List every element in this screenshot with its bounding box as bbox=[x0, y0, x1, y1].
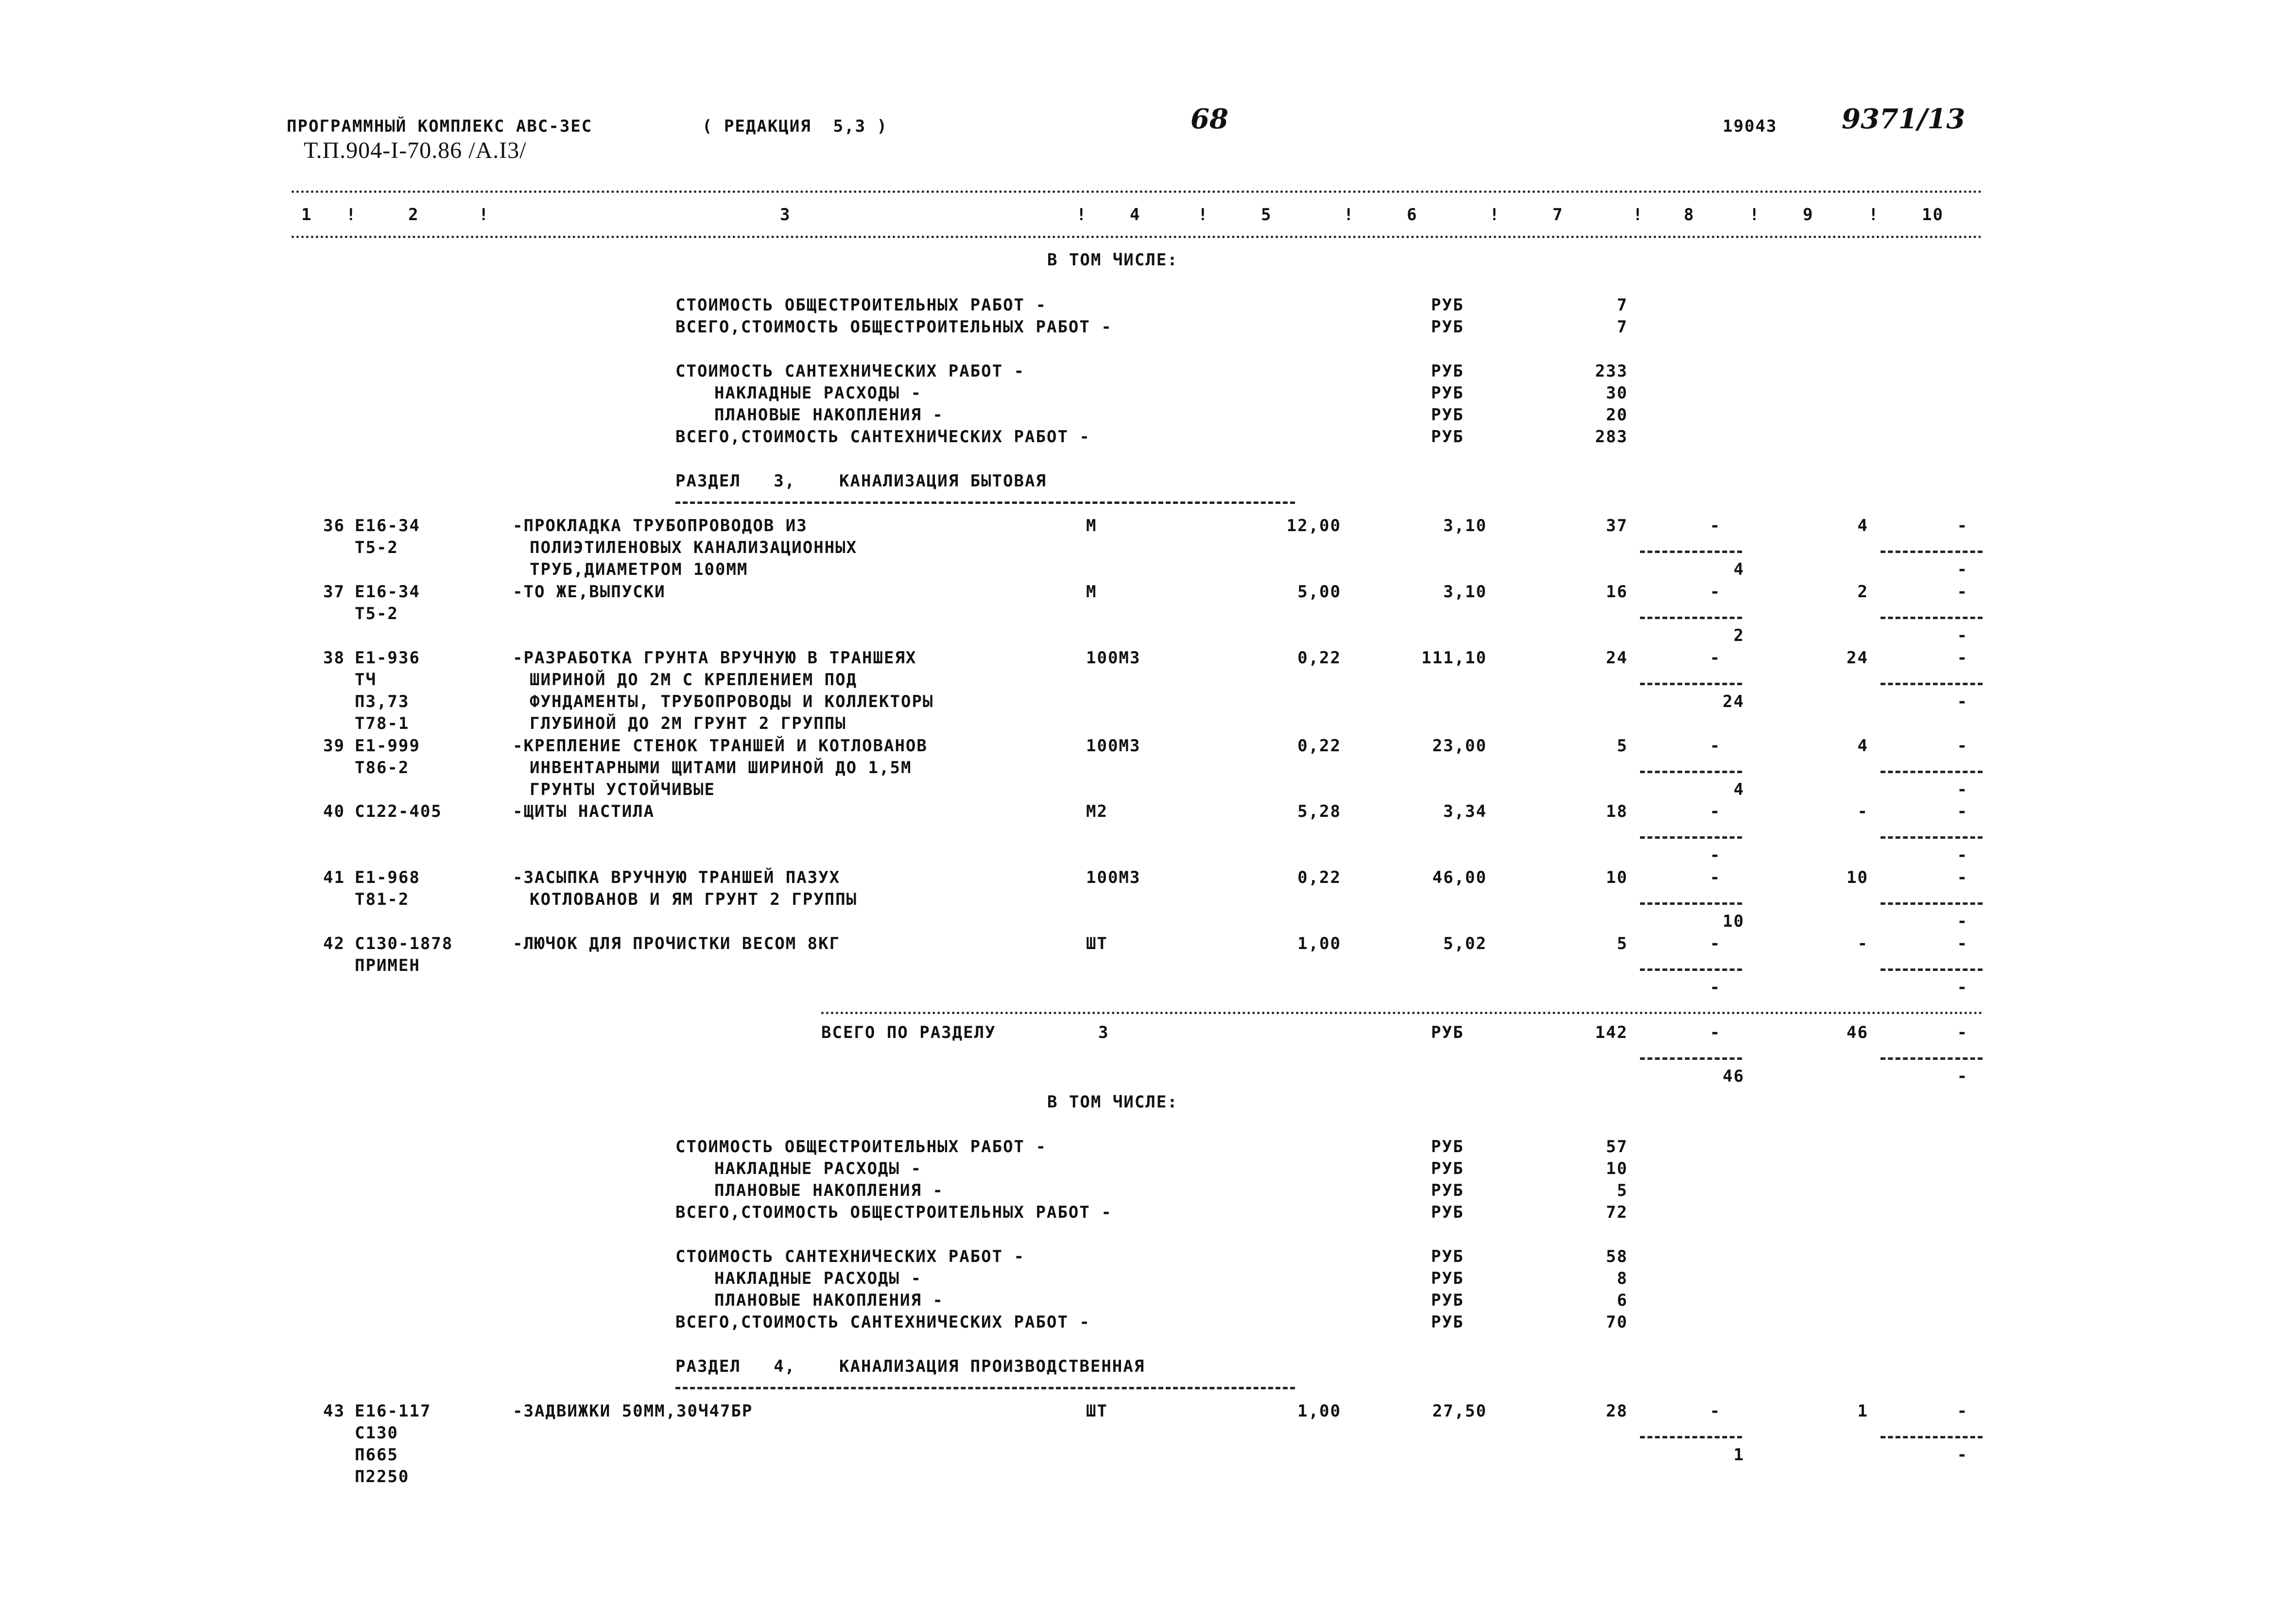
col-sep: ! bbox=[1344, 205, 1355, 225]
intro-line-label: ВСЕГО,СТОИМОСТЬ САНТЕХНИЧЕСКИХ РАБОТ - bbox=[675, 427, 1090, 447]
intro-line-unit: РУБ bbox=[1431, 405, 1464, 425]
row-divider bbox=[1640, 902, 1742, 905]
row-col9: 2 bbox=[1857, 582, 1868, 602]
row-price: 23,00 bbox=[1432, 736, 1487, 756]
col-sep: ! bbox=[346, 205, 357, 225]
incl-line-unit: РУБ bbox=[1431, 1181, 1464, 1200]
col-3: 3 bbox=[780, 205, 791, 225]
row-desc: -ЗАДВИЖКИ 50ММ,30Ч47БР bbox=[513, 1401, 753, 1421]
row-code: Т78-1 bbox=[355, 714, 410, 733]
row-total: 16 bbox=[1606, 582, 1628, 602]
row-desc: ФУНДАМЕНТЫ, ТРУБОПРОВОДЫ И КОЛЛЕКТОРЫ bbox=[530, 692, 934, 711]
row-code: П2250 bbox=[355, 1467, 410, 1486]
row-divider bbox=[1640, 683, 1742, 685]
incl-line-value: 57 bbox=[1606, 1137, 1628, 1157]
row-unit: ШТ bbox=[1086, 1401, 1108, 1421]
project-code: Т.П.904-I-70.86 /А.I3/ bbox=[304, 138, 527, 163]
row-code: ПРИМЕН bbox=[355, 956, 420, 975]
row-qty: 0,22 bbox=[1297, 736, 1341, 756]
row-divider bbox=[1640, 968, 1742, 971]
incl-line-unit: РУБ bbox=[1431, 1269, 1464, 1288]
row-divider bbox=[1881, 617, 1983, 619]
incl-line-unit: РУБ bbox=[1431, 1291, 1464, 1310]
row-number: 38 bbox=[323, 648, 345, 668]
col-4: 4 bbox=[1130, 205, 1141, 225]
incl-line-label: НАКЛАДНЫЕ РАСХОДЫ - bbox=[714, 1269, 922, 1288]
row-desc: ШИРИНОЙ ДО 2М С КРЕПЛЕНИЕМ ПОД bbox=[530, 670, 858, 690]
row-number: 39 bbox=[323, 736, 345, 756]
row-col8-sub: 10 bbox=[1723, 912, 1744, 931]
header-top-rule bbox=[292, 190, 1983, 193]
row-col10-sub: - bbox=[1957, 912, 1968, 931]
section-total-col8: - bbox=[1709, 1023, 1721, 1042]
edition-label: ( РЕДАКЦИЯ 5,3 ) bbox=[702, 117, 888, 136]
row-divider bbox=[1640, 836, 1742, 839]
col-sep: ! bbox=[1633, 205, 1644, 225]
row-col10-sub: - bbox=[1957, 780, 1968, 799]
row-number: 41 bbox=[323, 868, 345, 887]
row-col10: - bbox=[1957, 802, 1968, 821]
row-price: 5,02 bbox=[1443, 934, 1487, 953]
row-number: 43 bbox=[323, 1401, 345, 1421]
intro-line-label: ВСЕГО,СТОИМОСТЬ ОБЩЕСТРОИТЕЛЬНЫХ РАБОТ - bbox=[675, 317, 1112, 337]
row-code: Т86-2 bbox=[355, 758, 410, 778]
section-3-underline bbox=[675, 501, 1295, 504]
intro-line-value: 233 bbox=[1595, 362, 1628, 381]
row-col8: - bbox=[1709, 736, 1721, 756]
section-4-title: РАЗДЕЛ 4, КАНАЛИЗАЦИЯ ПРОИЗВОДСТВЕННАЯ bbox=[675, 1357, 1145, 1376]
row-col10-sub: - bbox=[1957, 626, 1968, 645]
row-unit: М2 bbox=[1086, 802, 1108, 821]
incl-line-unit: РУБ bbox=[1431, 1137, 1464, 1157]
row-divider bbox=[1640, 1057, 1742, 1060]
row-col9: - bbox=[1857, 802, 1868, 821]
section-total-num: 3 bbox=[1098, 1023, 1109, 1042]
row-qty: 5,28 bbox=[1297, 802, 1341, 821]
row-unit: М bbox=[1086, 582, 1097, 602]
row-total: 10 bbox=[1606, 868, 1628, 887]
intro-line-label: НАКЛАДНЫЕ РАСХОДЫ - bbox=[714, 383, 922, 403]
row-code: П3,73 bbox=[355, 692, 410, 711]
total-rule bbox=[821, 1012, 1983, 1014]
row-desc: -КРЕПЛЕНИЕ СТЕНОК ТРАНШЕЙ И КОТЛОВАНОВ bbox=[513, 736, 928, 756]
row-col10-sub: - bbox=[1957, 846, 1968, 865]
row-number: 40 bbox=[323, 802, 345, 821]
row-col8-sub: 4 bbox=[1733, 780, 1744, 799]
row-price: 46,00 bbox=[1432, 868, 1487, 887]
row-col8-sub: 4 bbox=[1733, 560, 1744, 579]
row-qty: 0,22 bbox=[1297, 648, 1341, 668]
intro-line-unit: РУБ bbox=[1431, 427, 1464, 447]
row-divider bbox=[1881, 551, 1983, 553]
incl-line-label: ВСЕГО,СТОИМОСТЬ САНТЕХНИЧЕСКИХ РАБОТ - bbox=[675, 1313, 1090, 1332]
row-desc: -РАЗРАБОТКА ГРУНТА ВРУЧНУЮ В ТРАНШЕЯХ bbox=[513, 648, 917, 668]
row-price: 111,10 bbox=[1421, 648, 1487, 668]
row-code: Е16-34 bbox=[355, 516, 420, 536]
row-col10: - bbox=[1957, 736, 1968, 756]
section-total-col10: - bbox=[1957, 1023, 1968, 1042]
row-code: ТЧ bbox=[355, 670, 377, 690]
row-col10: - bbox=[1957, 516, 1968, 536]
row-code: Е1-936 bbox=[355, 648, 420, 668]
incl-line-value: 70 bbox=[1606, 1313, 1628, 1332]
row-col8: - bbox=[1709, 802, 1721, 821]
row-unit: 100М3 bbox=[1086, 648, 1141, 668]
row-desc: -ТО ЖЕ,ВЫПУСКИ bbox=[513, 582, 666, 602]
incl-line-value: 72 bbox=[1606, 1203, 1628, 1222]
row-divider bbox=[1881, 836, 1983, 839]
intro-line-value: 30 bbox=[1606, 383, 1628, 403]
row-divider bbox=[1881, 902, 1983, 905]
col-10: 10 bbox=[1922, 205, 1944, 225]
row-divider bbox=[1640, 1436, 1742, 1438]
incl-line-value: 6 bbox=[1617, 1291, 1628, 1310]
row-total: 28 bbox=[1606, 1401, 1628, 1421]
row-col9: - bbox=[1857, 934, 1868, 953]
row-desc: -ЩИТЫ НАСТИЛА bbox=[513, 802, 655, 821]
intro-line-label: СТОИМОСТЬ ОБЩЕСТРОИТЕЛЬНЫХ РАБОТ - bbox=[675, 295, 1047, 315]
header-bottom-rule bbox=[292, 236, 1983, 238]
incl-line-value: 58 bbox=[1606, 1247, 1628, 1266]
row-code: Е16-117 bbox=[355, 1401, 432, 1421]
row-col10: - bbox=[1957, 582, 1968, 602]
section-total-label: ВСЕГО ПО РАЗДЕЛУ bbox=[821, 1023, 996, 1042]
row-col10: - bbox=[1957, 934, 1968, 953]
intro-line-label: СТОИМОСТЬ САНТЕХНИЧЕСКИХ РАБОТ - bbox=[675, 362, 1025, 381]
row-col8-sub: 2 bbox=[1733, 626, 1744, 645]
row-col8-sub: 24 bbox=[1723, 692, 1744, 711]
row-divider bbox=[1881, 968, 1983, 971]
row-col8: - bbox=[1709, 1401, 1721, 1421]
incl-line-label: ПЛАНОВЫЕ НАКОПЛЕНИЯ - bbox=[714, 1291, 944, 1310]
row-col8-sub: - bbox=[1709, 846, 1721, 865]
row-desc: ПОЛИЭТИЛЕНОВЫХ КАНАЛИЗАЦИОННЫХ bbox=[530, 538, 858, 557]
intro-line-value: 7 bbox=[1617, 317, 1628, 337]
row-divider bbox=[1881, 771, 1983, 773]
row-number: 37 bbox=[323, 582, 345, 602]
doc-code: 19043 bbox=[1723, 117, 1778, 136]
row-divider bbox=[1881, 1436, 1983, 1438]
row-divider bbox=[1640, 617, 1742, 619]
section-total-col9: 46 bbox=[1847, 1023, 1868, 1042]
intro-line-unit: РУБ bbox=[1431, 362, 1464, 381]
row-divider bbox=[1881, 683, 1983, 685]
row-desc: -ЛЮЧОК ДЛЯ ПРОЧИСТКИ ВЕСОМ 8КГ bbox=[513, 934, 841, 953]
row-col9: 1 bbox=[1857, 1401, 1868, 1421]
row-col8: - bbox=[1709, 868, 1721, 887]
row-code: Т5-2 bbox=[355, 604, 398, 623]
row-desc: ИНВЕНТАРНЫМИ ЩИТАМИ ШИРИНОЙ ДО 1,5М bbox=[530, 758, 912, 778]
col-sep: ! bbox=[1868, 205, 1880, 225]
col-8: 8 bbox=[1684, 205, 1695, 225]
row-qty: 5,00 bbox=[1297, 582, 1341, 602]
col-5: 5 bbox=[1261, 205, 1272, 225]
row-desc: -ЗАСЫПКА ВРУЧНУЮ ТРАНШЕЙ ПАЗУХ bbox=[513, 868, 841, 887]
row-price: 3,34 bbox=[1443, 802, 1487, 821]
col-2: 2 bbox=[408, 205, 419, 225]
row-code: П665 bbox=[355, 1445, 398, 1465]
col-6: 6 bbox=[1407, 205, 1418, 225]
incl-line-unit: РУБ bbox=[1431, 1247, 1464, 1266]
row-col10-sub: - bbox=[1957, 1445, 1968, 1465]
doc-reference: 9371/13 bbox=[1842, 103, 1966, 135]
incl-line-unit: РУБ bbox=[1431, 1203, 1464, 1222]
row-code: Т5-2 bbox=[355, 538, 398, 557]
intro-line-unit: РУБ bbox=[1431, 317, 1464, 337]
col-7: 7 bbox=[1553, 205, 1564, 225]
section-total-col10-sub: - bbox=[1957, 1067, 1968, 1086]
row-code: Т81-2 bbox=[355, 890, 410, 909]
row-col10: - bbox=[1957, 648, 1968, 668]
row-col8-sub: 1 bbox=[1733, 1445, 1744, 1465]
incl-heading: В ТОМ ЧИСЛЕ: bbox=[1047, 250, 1178, 270]
incl-line-label: СТОИМОСТЬ ОБЩЕСТРОИТЕЛЬНЫХ РАБОТ - bbox=[675, 1137, 1047, 1157]
incl-line-label: НАКЛАДНЫЕ РАСХОДЫ - bbox=[714, 1159, 922, 1178]
row-code: С130 bbox=[355, 1423, 398, 1443]
row-col9: 10 bbox=[1847, 868, 1868, 887]
row-total: 5 bbox=[1617, 736, 1628, 756]
row-unit: 100М3 bbox=[1086, 736, 1141, 756]
row-divider bbox=[1640, 771, 1742, 773]
section-4-underline bbox=[675, 1387, 1295, 1389]
row-qty: 1,00 bbox=[1297, 934, 1341, 953]
row-unit: ШТ bbox=[1086, 934, 1108, 953]
row-number: 42 bbox=[323, 934, 345, 953]
row-price: 3,10 bbox=[1443, 516, 1487, 536]
row-col8: - bbox=[1709, 648, 1721, 668]
row-col10-sub: - bbox=[1957, 978, 1968, 997]
row-col10: - bbox=[1957, 868, 1968, 887]
page-number: 68 bbox=[1191, 103, 1228, 135]
row-desc: ГРУНТЫ УСТОЙЧИВЫЕ bbox=[530, 780, 715, 799]
row-divider bbox=[1881, 1057, 1983, 1060]
col-sep: ! bbox=[1489, 205, 1501, 225]
incl-heading: В ТОМ ЧИСЛЕ: bbox=[1047, 1092, 1178, 1112]
row-qty: 1,00 bbox=[1297, 1401, 1341, 1421]
row-col8: - bbox=[1709, 934, 1721, 953]
row-price: 27,50 bbox=[1432, 1401, 1487, 1421]
row-col9: 24 bbox=[1847, 648, 1868, 668]
row-col8: - bbox=[1709, 582, 1721, 602]
row-col8-sub: - bbox=[1709, 978, 1721, 997]
row-col10-sub: - bbox=[1957, 560, 1968, 579]
row-desc: ТРУБ,ДИАМЕТРОМ 100ММ bbox=[530, 560, 748, 579]
incl-line-unit: РУБ bbox=[1431, 1159, 1464, 1178]
row-desc: КОТЛОВАНОВ И ЯМ ГРУНТ 2 ГРУППЫ bbox=[530, 890, 858, 909]
incl-line-unit: РУБ bbox=[1431, 1313, 1464, 1332]
incl-line-value: 8 bbox=[1617, 1269, 1628, 1288]
intro-line-label: ПЛАНОВЫЕ НАКОПЛЕНИЯ - bbox=[714, 405, 944, 425]
row-code: Е1-968 bbox=[355, 868, 420, 887]
col-1: 1 bbox=[301, 205, 312, 225]
col-9: 9 bbox=[1803, 205, 1814, 225]
row-col10-sub: - bbox=[1957, 692, 1968, 711]
incl-line-value: 10 bbox=[1606, 1159, 1628, 1178]
row-code: С122-405 bbox=[355, 802, 442, 821]
row-desc: ГЛУБИНОЙ ДО 2М ГРУНТ 2 ГРУППЫ bbox=[530, 714, 846, 733]
incl-line-label: СТОИМОСТЬ САНТЕХНИЧЕСКИХ РАБОТ - bbox=[675, 1247, 1025, 1266]
row-divider bbox=[1640, 551, 1742, 553]
row-code: С130-1878 bbox=[355, 934, 453, 953]
intro-line-value: 20 bbox=[1606, 405, 1628, 425]
intro-line-value: 283 bbox=[1595, 427, 1628, 447]
section-total-value: 142 bbox=[1595, 1023, 1628, 1042]
row-total: 24 bbox=[1606, 648, 1628, 668]
row-total: 18 bbox=[1606, 802, 1628, 821]
col-sep: ! bbox=[1198, 205, 1209, 225]
row-qty: 12,00 bbox=[1286, 516, 1341, 536]
row-col9: 4 bbox=[1857, 516, 1868, 536]
col-sep: ! bbox=[479, 205, 490, 225]
row-code: Е16-34 bbox=[355, 582, 420, 602]
incl-line-label: ПЛАНОВЫЕ НАКОПЛЕНИЯ - bbox=[714, 1181, 944, 1200]
row-col9: 4 bbox=[1857, 736, 1868, 756]
row-qty: 0,22 bbox=[1297, 868, 1341, 887]
incl-line-label: ВСЕГО,СТОИМОСТЬ ОБЩЕСТРОИТЕЛЬНЫХ РАБОТ - bbox=[675, 1203, 1112, 1222]
intro-line-unit: РУБ bbox=[1431, 295, 1464, 315]
intro-line-unit: РУБ bbox=[1431, 383, 1464, 403]
col-sep: ! bbox=[1076, 205, 1088, 225]
col-sep: ! bbox=[1749, 205, 1761, 225]
row-desc: -ПРОКЛАДКА ТРУБОПРОВОДОВ ИЗ bbox=[513, 516, 808, 536]
row-code: Е1-999 bbox=[355, 736, 420, 756]
incl-line-value: 5 bbox=[1617, 1181, 1628, 1200]
section-total-unit: РУБ bbox=[1431, 1023, 1464, 1042]
row-unit: М bbox=[1086, 516, 1097, 536]
section-total-col8-sub: 46 bbox=[1723, 1067, 1744, 1086]
row-col8: - bbox=[1709, 516, 1721, 536]
row-number: 36 bbox=[323, 516, 345, 536]
section-3-title: РАЗДЕЛ 3, КАНАЛИЗАЦИЯ БЫТОВАЯ bbox=[675, 471, 1047, 491]
row-col10: - bbox=[1957, 1401, 1968, 1421]
row-unit: 100М3 bbox=[1086, 868, 1141, 887]
program-title: ПРОГРАММНЫЙ КОМПЛЕКС АВС-3ЕС bbox=[287, 117, 593, 136]
row-total: 5 bbox=[1617, 934, 1628, 953]
row-total: 37 bbox=[1606, 516, 1628, 536]
row-price: 3,10 bbox=[1443, 582, 1487, 602]
intro-line-value: 7 bbox=[1617, 295, 1628, 315]
